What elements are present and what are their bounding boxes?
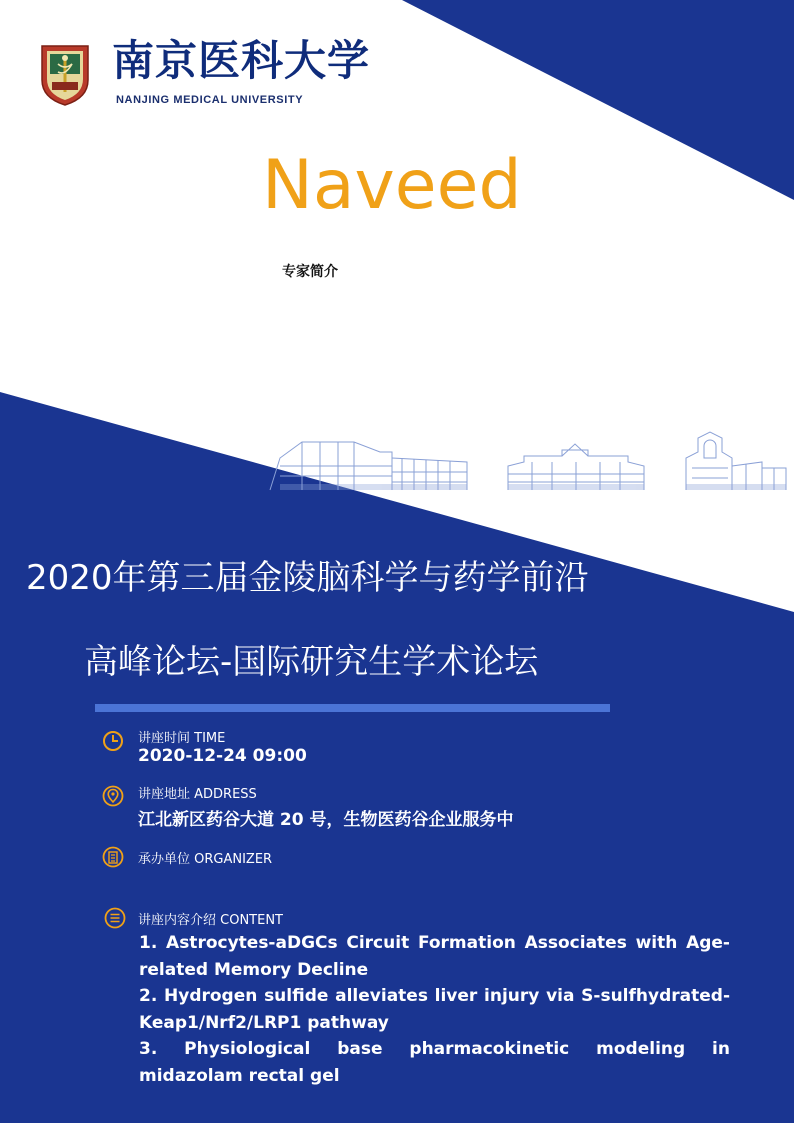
list-icon (104, 907, 126, 929)
university-name-en: NANJING MEDICAL UNIVERSITY (116, 94, 304, 106)
university-logo-icon (40, 44, 90, 106)
time-value: 2020-12-24 09:00 (138, 746, 307, 766)
campus-buildings-illustration (262, 428, 794, 494)
location-pin-icon (102, 785, 124, 807)
content-item: 1. Astrocytes-aDGCs Circuit Formation Associates with Age-related Memory Decline (139, 933, 730, 980)
event-title-line2: 高峰论坛-国际研究生学术论坛 (84, 642, 539, 682)
organization-icon (102, 846, 124, 868)
content-label: 讲座内容介绍 CONTENT (138, 913, 283, 928)
title-divider (95, 704, 610, 712)
time-label: 讲座时间 TIME (138, 731, 226, 746)
clock-icon (102, 730, 124, 752)
content-item: 3. Physiological base pharmacokinetic modeling in midazolam rectal gel (139, 1039, 730, 1086)
university-name-cn: 南京医科大学 (112, 36, 371, 85)
organizer-label: 承办单位 ORGANIZER (138, 852, 273, 867)
event-title-line1: 2020年第三届金陵脑科学与药学前沿 (26, 558, 589, 598)
content-list (139, 930, 730, 1089)
speaker-intro-label: 专家简介 (282, 264, 338, 280)
address-label: 讲座地址 ADDRESS (138, 787, 257, 802)
speaker-name: Naveed (262, 146, 522, 225)
address-value: 江北新区药谷大道 20 号，生物医药谷企业服务中 (138, 810, 514, 830)
content-item: 2. Hydrogen sulfide alleviates liver injury via S-sulfhydrated-Keap1/Nrf2/LRP1 pathway (139, 986, 730, 1033)
